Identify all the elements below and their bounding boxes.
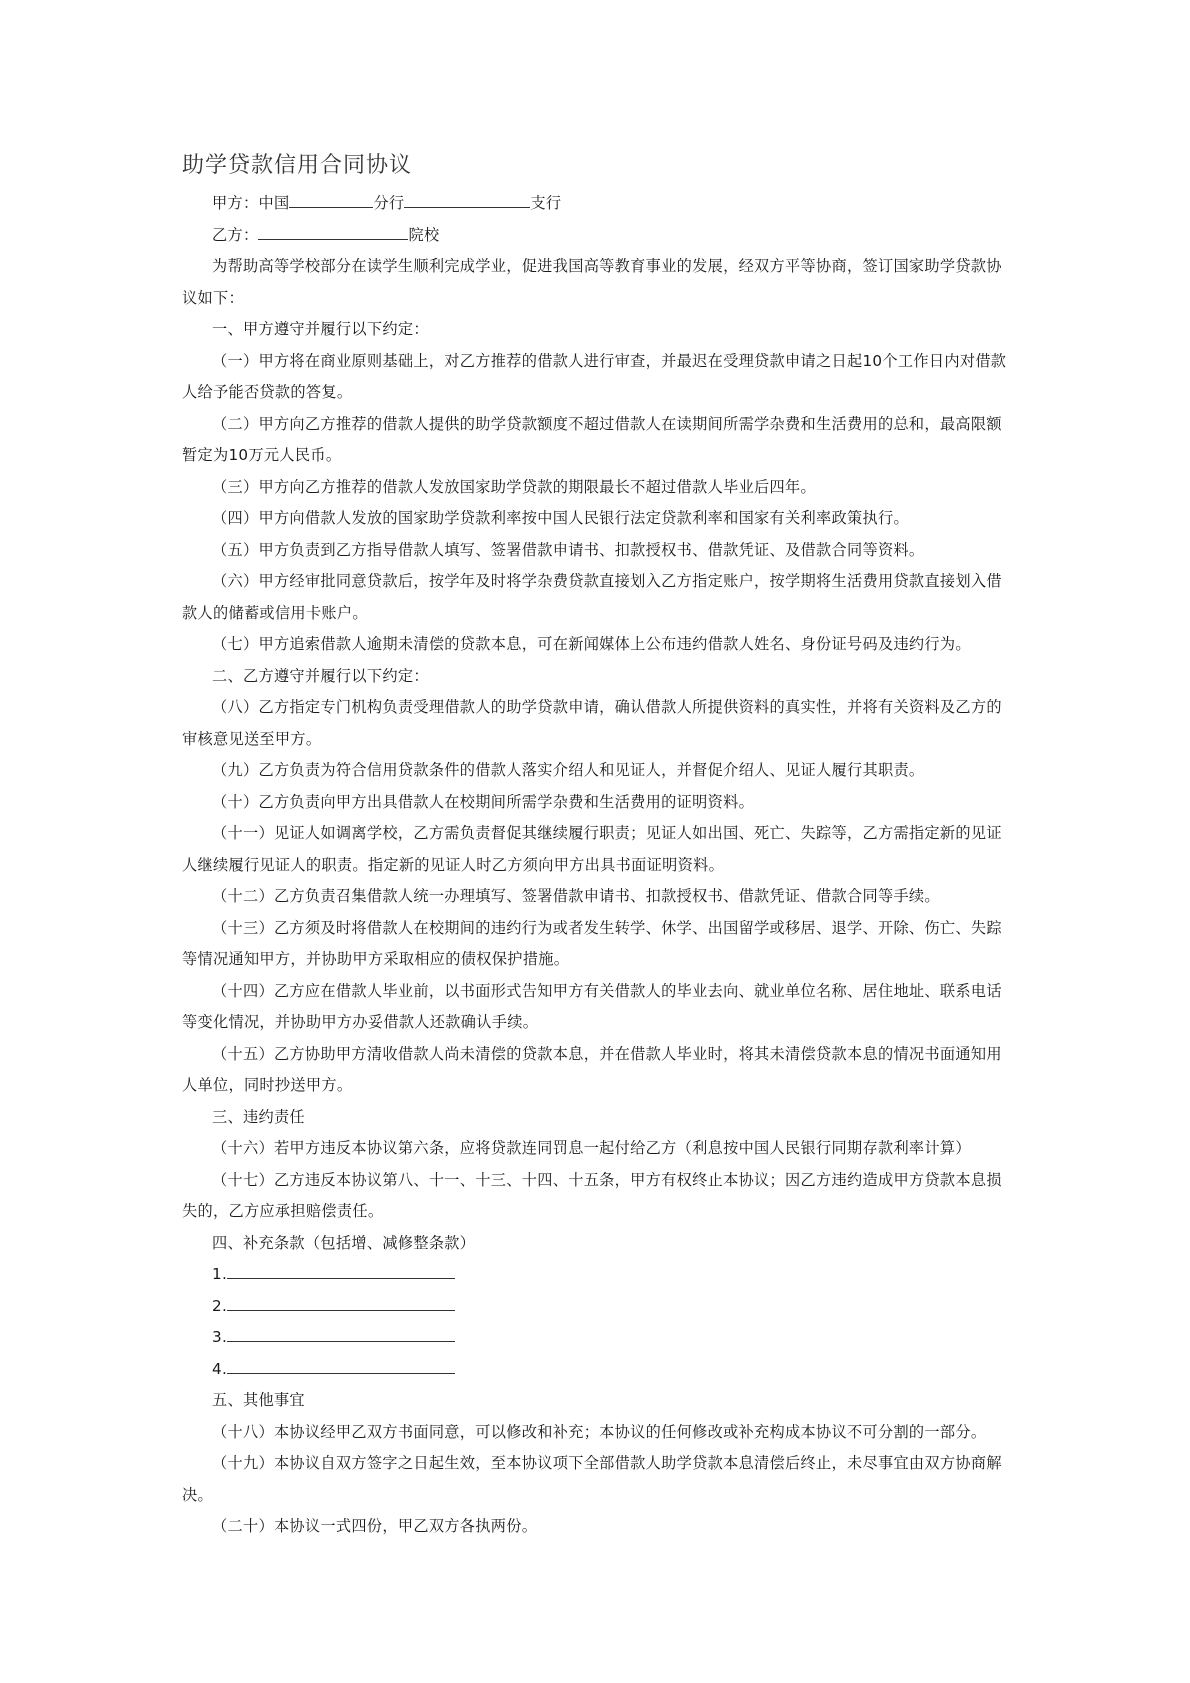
clause: （十六）若甲方违反本协议第六条，应将贷款连同罚息一起付给乙方（利息按中国人民银行同期存款利率计算） [212,1139,971,1157]
supplement-blank [227,1262,455,1279]
clause: （十）乙方负责向甲方出具借款人在校期间所需学杂费和生活费用的证明资料。 [212,792,755,811]
clause: 五、其他事宜 [212,1391,305,1409]
document-page [182,150,1016,1543]
clause: （十五）乙方协助甲方清收借款人尚未清偿的贷款本息，并在借款人毕业时，将其未清偿贷款本息的情况书面通知用人单位，同时抄送甲方。 [182,1044,1002,1094]
clause: （四）甲方向借款人发放的国家助学贷款利率按中国人民银行法定贷款利率和国家有关利率政策执行。 [212,509,909,527]
clause: （十四）乙方应在借款人毕业前，以书面形式告知甲方有关借款人的毕业去向、就业单位名称、居住地址、联系电话等变化情况，并协助甲方办妥借款人还款确认手续。 [182,981,1002,1031]
branch-blank [289,191,373,208]
clause: （十三）乙方须及时将借款人在校期间的违约行为或者发生转学、休学、出国留学或移居、退学、开除、伤亡、失踪等情况通知甲方，并协助甲方采取相应的债权保护措施。 [182,918,1002,968]
clause: （九）乙方负责为符合信用贷款条件的借款人落实介绍人和见证人，并督促介绍人、见证人履行其职责。 [212,761,925,779]
clause: （一）甲方将在商业原则基础上，对乙方推荐的借款人进行审查，并最迟在受理贷款申请之日起10个工作日内对借款人给予能否贷款的答复。 [182,351,1007,401]
clause: （二）甲方向乙方推荐的借款人提供的助学贷款额度不超过借款人在读期间所需学杂费和生活费用的总和，最高限额暂定为10万元人民币。 [182,414,1002,464]
party-a-prefix: 甲方：中国 [212,194,290,212]
party-a-suffix: 支行 [530,194,562,212]
clause: （十七）乙方违反本协议第八、十一、十三、十四、十五条，甲方有权终止本协议；因乙方违约造成甲方贷款本息损失的，乙方应承担赔偿责任。 [182,1170,1002,1220]
clause: （十二）乙方负责召集借款人统一办理填写、签署借款申请书、扣款授权书、借款凭证、借款合同等手续。 [212,887,940,905]
subbranch-blank [404,191,530,208]
clause: 三、违约责任 [212,1107,305,1126]
clause: （二十）本协议一式四份，甲乙双方各执两份。 [212,1517,538,1535]
supplement-item-4: 4. [182,1354,1016,1386]
clause: 二、乙方遵守并履行以下约定： [212,666,429,685]
party-b-prefix: 乙方： [212,225,259,244]
supplement-item-3: 3. [182,1322,1016,1354]
intro-paragraph: 为帮助高等学校部分在读学生顺利完成学业，促进我国高等教育事业的发展，经双方平等协商，签订国家助学贷款协议如下： [182,257,1002,307]
clause: 四、补充条款（包括增、减修整条款） [212,1233,476,1252]
clause: （十九）本协议自双方签字之日起生效，至本协议项下全部借款人助学贷款本息清偿后终止，未尽事宜由双方协商解决。 [182,1454,1002,1504]
school-blank [258,223,408,240]
document-title: 助学贷款信用合同协议 [182,153,413,178]
clause: （十八）本协议经甲乙双方书面同意，可以修改和补充；本协议的任何修改或补充构成本协议不可分割的一部分。 [212,1422,987,1441]
clause: 一、甲方遵守并履行以下约定： [212,320,429,338]
clause: （五）甲方负责到乙方指导借款人填写、签署借款申请书、扣款授权书、借款凭证、及借款合同等资料。 [212,540,925,559]
supplement-blank [227,1325,455,1342]
supplement-item-1: 1. [182,1259,1016,1291]
clause: （十一）见证人如调离学校，乙方需负责督促其继续履行职责；见证人如出国、死亡、失踪等，乙方需指定新的见证人继续履行见证人的职责。指定新的见证人时乙方须向甲方出具书面证明资料。 [182,824,1002,874]
supplement-blank [227,1294,455,1311]
party-b-suffix: 院校 [408,225,440,244]
clause: （六）甲方经审批同意贷款后，按学年及时将学杂费贷款直接划入乙方指定账户，按学期将生活费用贷款直接划入借款人的储蓄或信用卡账户。 [182,572,1002,622]
supplement-item-2: 2. [182,1291,1016,1323]
supplement-blank [227,1357,455,1374]
clause: （三）甲方向乙方推荐的借款人发放国家助学贷款的期限最长不超过借款人毕业后四年。 [212,477,817,496]
party-b-line [182,220,1016,252]
clause: （八）乙方指定专门机构负责受理借款人的助学贷款申请，确认借款人所提供资料的真实性，并将有关资料及乙方的审核意见送至甲方。 [182,698,1002,748]
clause: （七）甲方追索借款人逾期未清偿的贷款本息，可在新闻媒体上公布违约借款人姓名、身份证号码及违约行为。 [212,635,971,653]
party-a-mid: 分行 [373,194,405,212]
party-a-line [182,188,1016,220]
